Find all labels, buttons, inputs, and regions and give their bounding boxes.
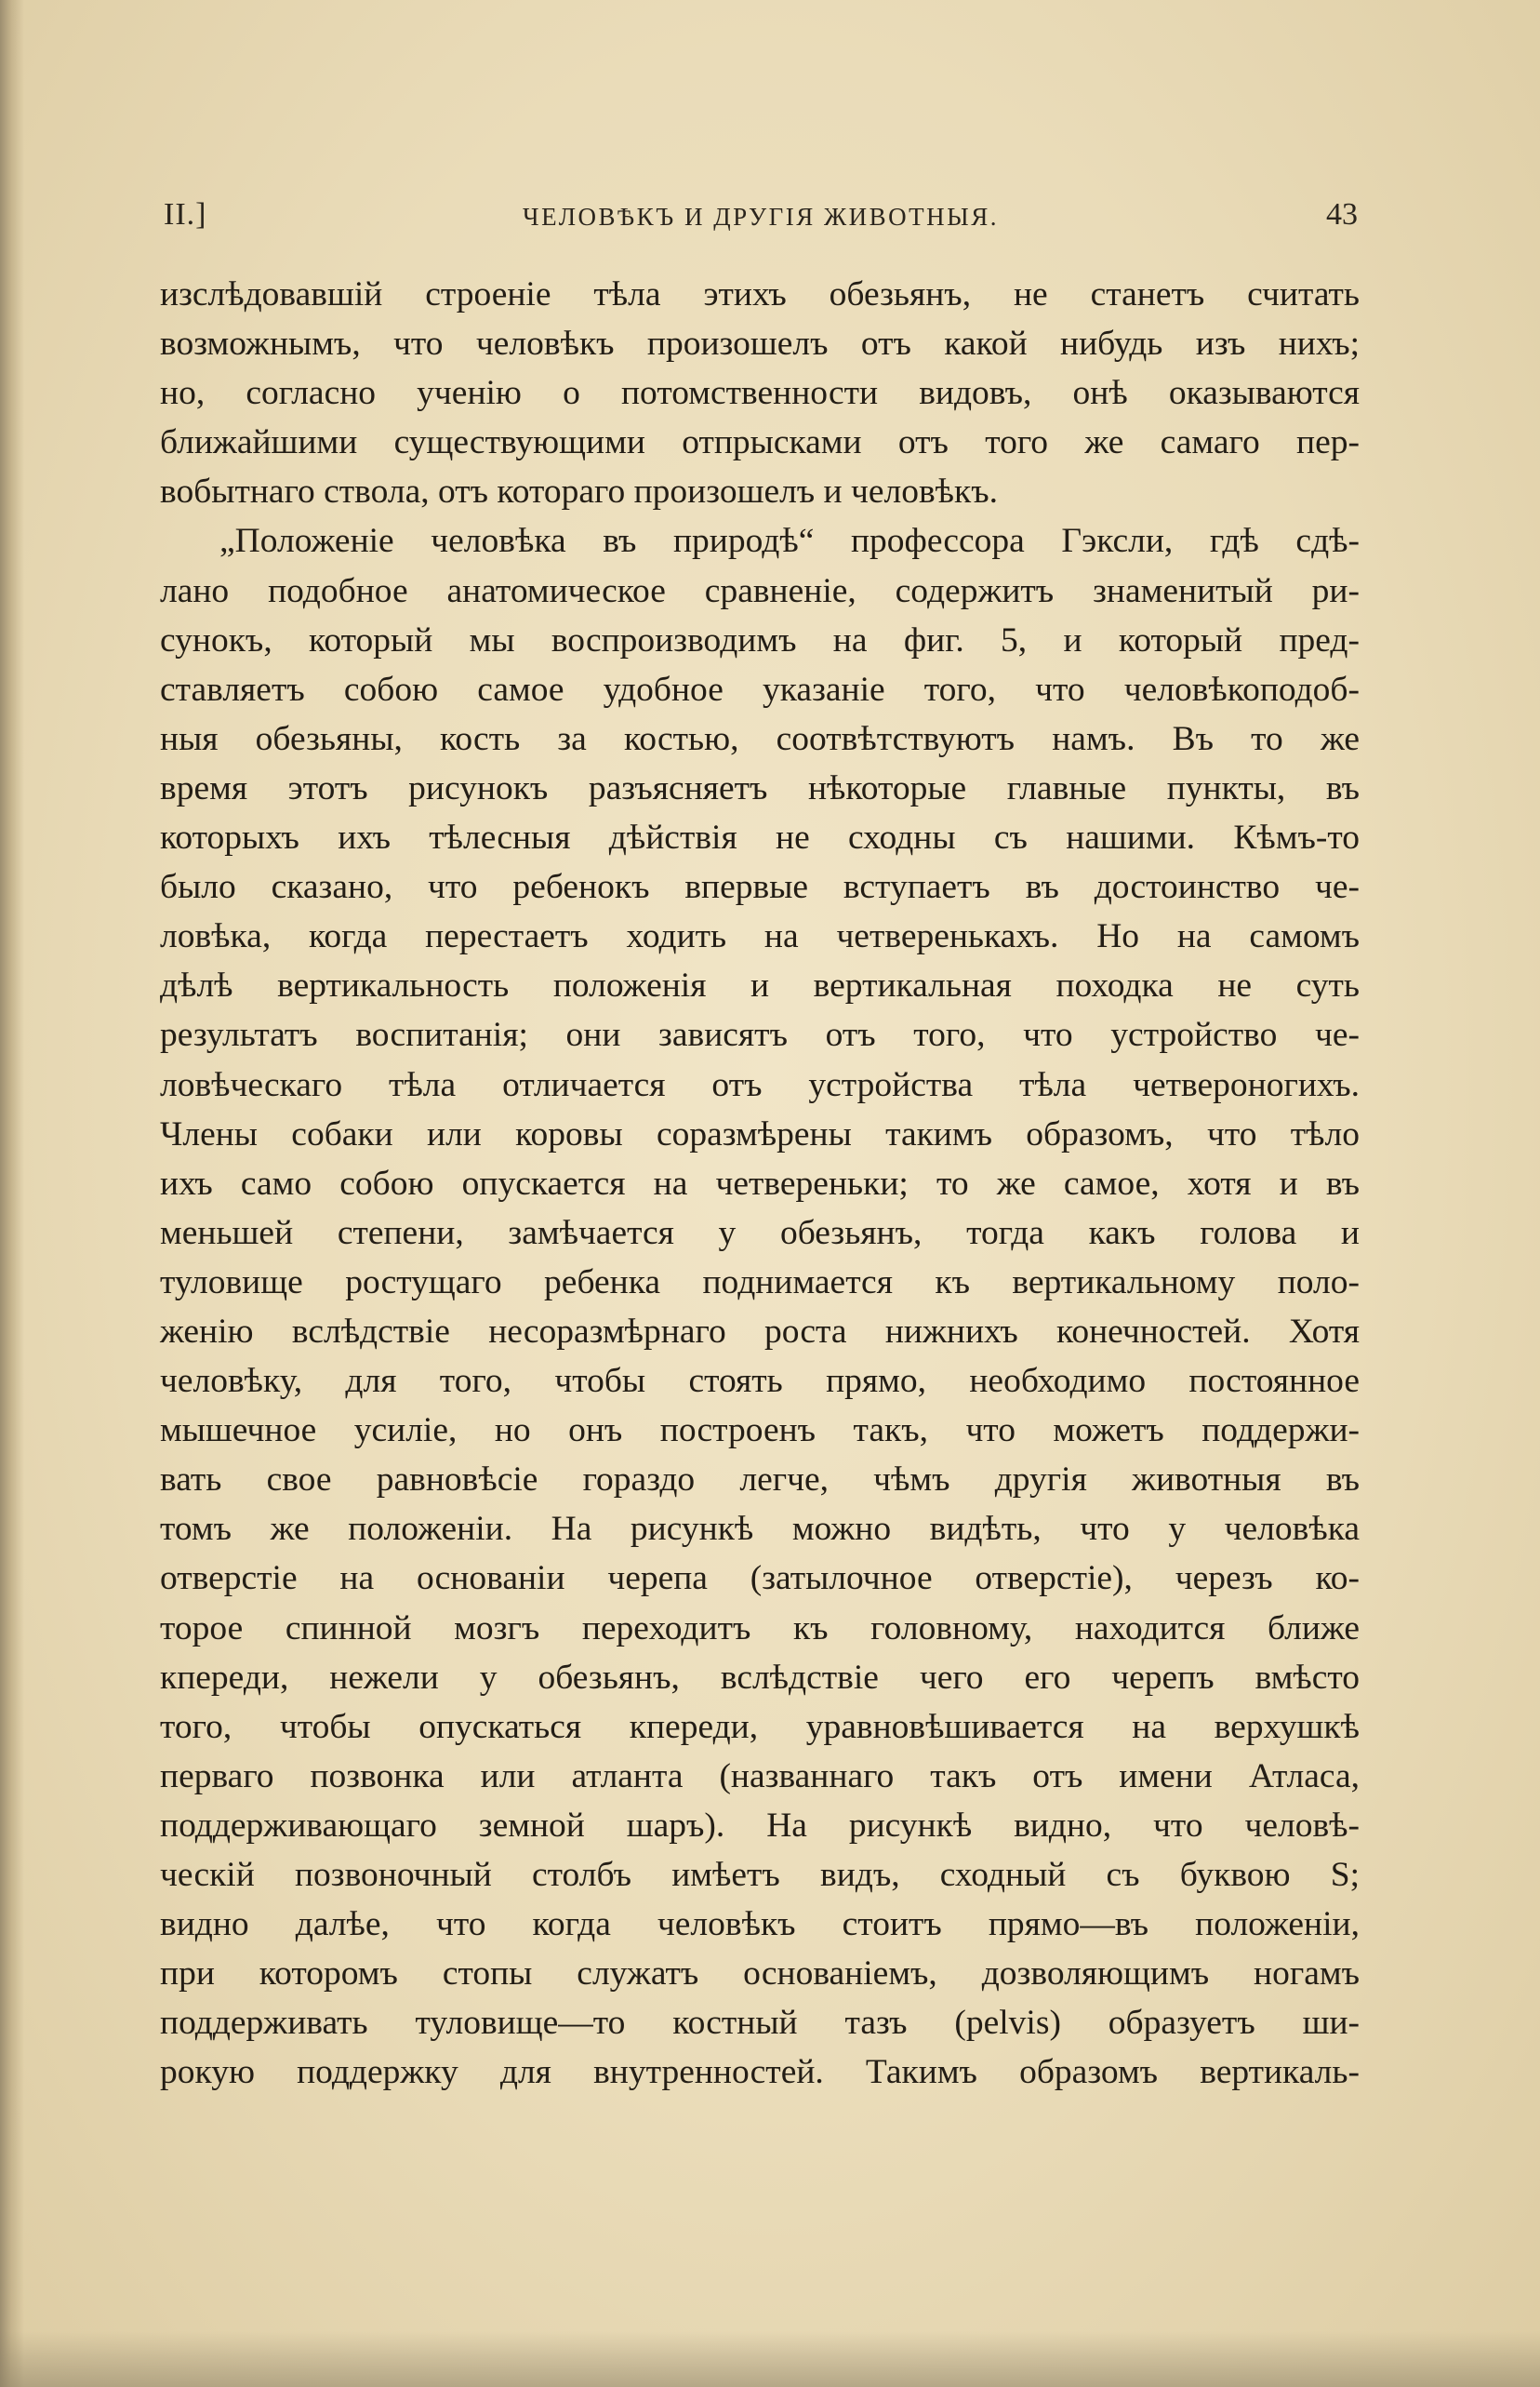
text-line: женію вслѣдствіе несоразмѣрнаго роста нижнихъ конечностей. Хотя (160, 1312, 1360, 1351)
text-line: Члены собаки или коровы соразмѣрены такимъ образомъ, что тѣло (160, 1114, 1360, 1153)
text-line: меньшей степени, замѣчается у обезьянъ, тогда какъ голова и (160, 1213, 1360, 1252)
text-line: видно далѣе, что когда человѣкъ стоитъ прямо—въ положеніи, (160, 1905, 1360, 1944)
text-line: рокую поддержку для внутренностей. Такимъ образомъ вертикаль- (160, 2053, 1360, 2092)
text-line: перваго позвонка или атланта (названнаго такъ отъ имени Атласа, (160, 1756, 1360, 1795)
text-line: мышечное усиліе, но онъ построенъ такъ, что можетъ поддержи- (160, 1411, 1360, 1450)
text-line: лано подобное анатомическое сравненіе, содержитъ знаменитый ри- (160, 571, 1360, 610)
text-line: ихъ само собою опускается на четвереньки; то же самое, хотя и въ (160, 1164, 1360, 1203)
running-title: ЧЕЛОВѢКЪ И ДРУГІЯ ЖИВОТНЫЯ. (523, 203, 999, 231)
text-line: ловѣческаго тѣла отличается отъ устройства тѣла четвероногихъ. (160, 1065, 1360, 1104)
text-line: сунокъ, который мы воспроизводимъ на фиг. 5, и который пред- (160, 620, 1360, 660)
text-line: дѣлѣ вертикальность положенія и вертикальная походка не суть (160, 967, 1360, 1006)
text-line: время этотъ рисунокъ разъясняетъ нѣкоторые главные пункты, въ (160, 768, 1360, 807)
text-line: человѣку, для того, чтобы стоять прямо, необходимо постоянное (160, 1362, 1360, 1401)
section-marker: II.] (164, 197, 207, 232)
page-number: 43 (1326, 197, 1358, 232)
text-line: вать свое равновѣсіе гораздо легче, чѣмъ другія животныя въ (160, 1460, 1360, 1500)
text-line: при которомъ стопы служатъ основаніемъ, дозволяющимъ ногамъ (160, 1954, 1360, 1994)
text-line: „Положеніе человѣка въ природѣ“ профессора Гэксли, гдѣ сдѣ- (219, 522, 1360, 561)
text-line: возможнымъ, что человѣкъ произошелъ отъ какой нибудь изъ нихъ; (160, 325, 1360, 364)
text-line: которыхъ ихъ тѣлесныя дѣйствія не сходны съ нашими. Кѣмъ-то (160, 819, 1360, 858)
text-line: торое спинной мозгъ переходитъ къ головному, находится ближе (160, 1608, 1360, 1647)
text-line: ческій позвоночный столбъ имѣетъ видъ, сходный съ буквою S; (160, 1856, 1360, 1894)
text-line: результатъ воспитанія; они зависятъ отъ того, что устройство че- (160, 1016, 1360, 1055)
text-line: изслѣдовавшій строеніе тѣла этихъ обезьянъ, не станетъ считать (160, 275, 1360, 313)
text-line: отверстіе на основаніи черепа (затылочное отверстіе), черезъ ко- (160, 1559, 1360, 1598)
text-line: того, чтобы опускаться кпереди, уравновѣшивается на верхушкѣ (160, 1707, 1360, 1746)
text-line: ближайшими существующими отпрысками отъ того же самаго пер- (160, 423, 1360, 462)
text-line: туловище ростущаго ребенка поднимается къ вертикальному поло- (160, 1262, 1360, 1301)
running-header (164, 197, 1358, 244)
text-line: ставляетъ собою самое удобное указаніе того, что человѣкоподоб- (160, 670, 1360, 709)
text-line: поддерживающаго земной шаръ). На рисункѣ видно, что человѣ- (160, 1806, 1360, 1845)
text-line: но, согласно ученію о потомственности видовъ, онѣ оказываются (160, 374, 1360, 413)
text-line: ныя обезьяны, кость за костью, соотвѣтствуютъ намъ. Въ то же (160, 719, 1360, 758)
body-text (160, 270, 1360, 2097)
text-line: было сказано, что ребенокъ впервые вступаетъ въ достоинство че- (160, 868, 1360, 907)
text-line: ловѣка, когда перестаетъ ходить на четверенькахъ. Но на самомъ (160, 917, 1360, 956)
text-line: кпереди, нежели у обезьянъ, вслѣдствіе чего его черепъ вмѣсто (160, 1658, 1360, 1697)
text-line: томъ же положеніи. На рисункѣ можно видѣть, что у человѣка (160, 1510, 1360, 1549)
text-line: поддерживать туловище—то костный тазъ (pelvis) образуетъ ши- (160, 2004, 1360, 2043)
text-line: вобытнаго ствола, отъ котораго произошелъ и человѣкъ. (160, 473, 999, 512)
